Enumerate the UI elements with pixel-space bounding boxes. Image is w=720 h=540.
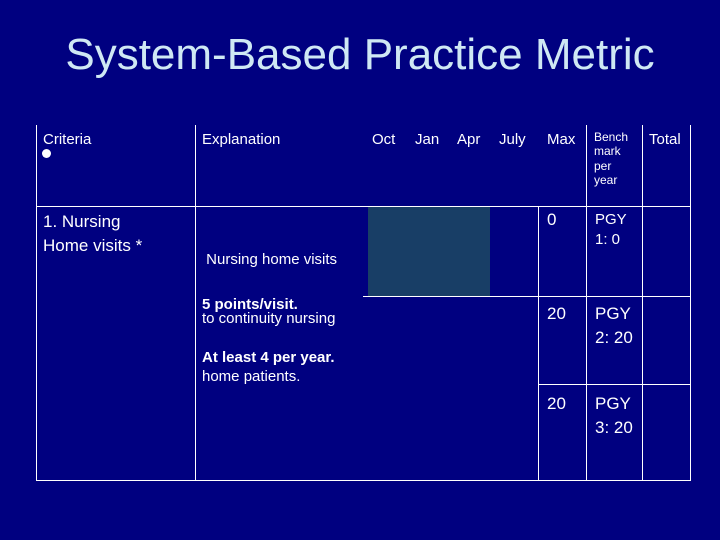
grid-line	[36, 125, 37, 481]
header-benchmark	[594, 130, 628, 188]
grid-line	[538, 384, 691, 385]
explanation-line: Nursing home visits	[202, 251, 338, 268]
bullet-dot-icon	[42, 149, 51, 158]
grid-line	[36, 206, 691, 207]
benchmark-line: PGY	[595, 211, 627, 228]
benchmark-line: PGY	[595, 304, 631, 323]
header-benchmark-line: Bench	[594, 130, 629, 144]
header-benchmark-line: year	[594, 173, 618, 188]
grid-line	[642, 125, 643, 481]
header-apr: Apr	[457, 131, 481, 148]
criteria-line: Home visits *	[43, 235, 143, 255]
grid-line	[586, 125, 587, 481]
criteria-cell	[43, 210, 142, 258]
benchmark-line: 1: 0	[595, 230, 621, 248]
benchmark-line: PGY	[595, 394, 631, 413]
grid-line	[690, 125, 691, 481]
header-max: Max	[547, 131, 576, 148]
grid-line	[195, 125, 196, 481]
benchmark-value	[595, 392, 633, 440]
slide-title: System-Based Practice Metric	[65, 30, 655, 79]
header-benchmark-line: mark	[594, 144, 621, 159]
benchmark-value	[595, 302, 633, 350]
max-value: 20	[547, 304, 566, 323]
max-value: 20	[547, 394, 566, 413]
benchmark-line: 3: 20	[595, 417, 633, 437]
benchmark-line: 2: 20	[595, 327, 633, 347]
points-note: 5 points/visit.	[202, 296, 298, 313]
header-criteria: Criteria	[43, 131, 92, 148]
header-july: July	[499, 131, 526, 148]
grid-line	[363, 296, 691, 297]
header-oct: Oct	[372, 131, 396, 148]
minimum-note: At least 4 per year.	[202, 349, 335, 366]
grid-line	[538, 207, 539, 481]
shaded-cell-apr	[449, 207, 490, 296]
benchmark-value	[595, 210, 627, 249]
header-benchmark-line: per	[594, 158, 612, 173]
shaded-cell-jan	[408, 207, 449, 296]
explanation-line: to continuity nursing	[202, 309, 336, 327]
max-value: 0	[547, 210, 557, 229]
header-jan: Jan	[415, 131, 440, 148]
shaded-cell-oct	[368, 207, 408, 296]
criteria-line: 1. Nursing	[43, 212, 121, 231]
header-explanation: Explanation	[202, 131, 281, 148]
explanation-line: home patients.	[202, 368, 301, 385]
grid-line	[36, 480, 691, 481]
header-total: Total	[649, 131, 681, 148]
